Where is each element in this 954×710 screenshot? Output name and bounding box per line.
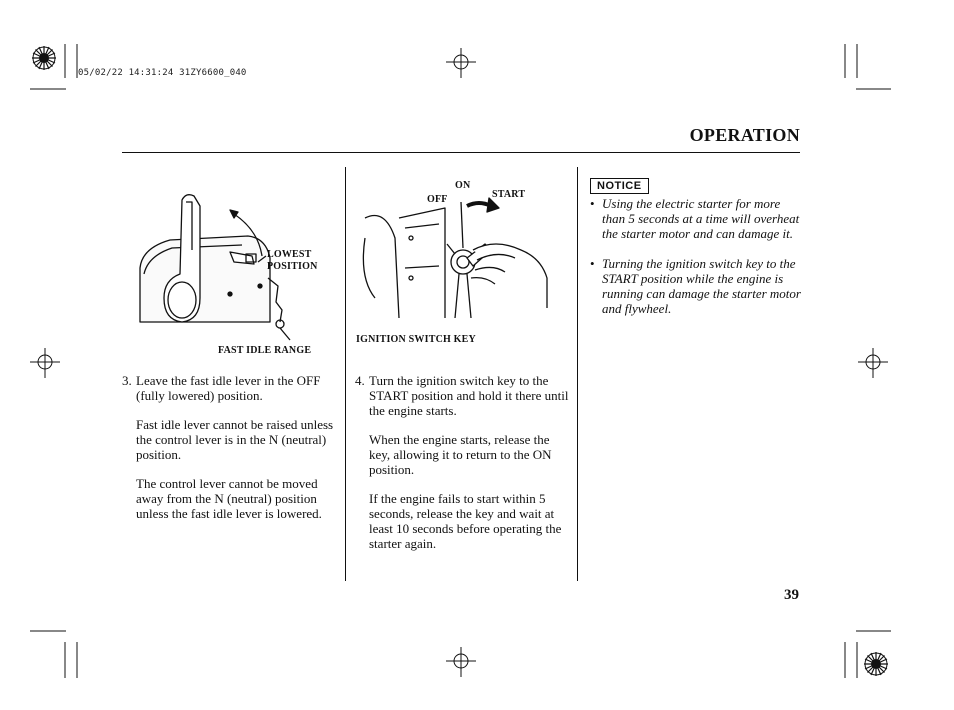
section-title: OPERATION [689, 125, 800, 145]
bullet-icon: • [590, 196, 595, 211]
column-divider-1 [345, 167, 346, 581]
notice-item-text: Using the electric starter for more than 5 seconds at a time will overheat the starter motor and can damage it. [602, 196, 800, 241]
step-4-paragraph: When the engine starts, release the key, allowing it to return to the ON position. [369, 432, 552, 477]
notice-list [590, 196, 805, 331]
step-4-number: 4. [355, 373, 365, 388]
registration-mark-bottom [446, 647, 476, 677]
label-ignition-switch-key: IGNITION SWITCH KEY [356, 334, 476, 345]
step-4 [355, 373, 570, 565]
label-fast-idle-range: FAST IDLE RANGE [218, 345, 312, 356]
print-stamp: 05/02/22 14:31:24 31ZY6600_040 [78, 68, 247, 78]
registration-mark-right [858, 348, 888, 378]
notice-badge: NOTICE [590, 178, 649, 194]
step-3-paragraph: The control lever cannot be moved away from the N (neutral) position unless the fast idle lever is lowered. [136, 476, 322, 521]
registration-mark-left [30, 348, 60, 378]
notice-item-text: Turning the ignition switch key to the START position while the engine is running can damage the starter motor and flywheel. [602, 256, 801, 316]
step-3-paragraph: Leave the fast idle lever in the OFF (fully lowered) position. [136, 373, 321, 403]
starburst-mark-bottom-right [864, 652, 888, 676]
column-divider-2 [577, 167, 578, 581]
step-3 [122, 373, 342, 535]
label-off: OFF [427, 194, 448, 205]
label-position: POSITION [267, 261, 318, 272]
registration-mark-top [446, 48, 476, 78]
step-4-paragraph: If the engine fails to start within 5 seconds, release the key and wait at least 10 seconds before operating the starter again. [369, 491, 562, 551]
starburst-mark-top-left [32, 46, 56, 70]
label-lowest: LOWEST [267, 249, 312, 260]
label-on: ON [455, 180, 471, 191]
notice-item [590, 196, 805, 241]
step-4-paragraph: Turn the ignition switch key to the START position and hold it there until the engine starts. [369, 373, 569, 418]
label-start: START [492, 189, 526, 200]
step-3-paragraph: Fast idle lever cannot be raised unless the control lever is in the N (neutral) position. [136, 417, 334, 462]
page-number: 39 [784, 587, 799, 603]
header-rule [122, 152, 800, 153]
notice-item [590, 256, 805, 316]
step-3-number: 3. [122, 373, 132, 388]
bullet-icon: • [590, 256, 595, 271]
